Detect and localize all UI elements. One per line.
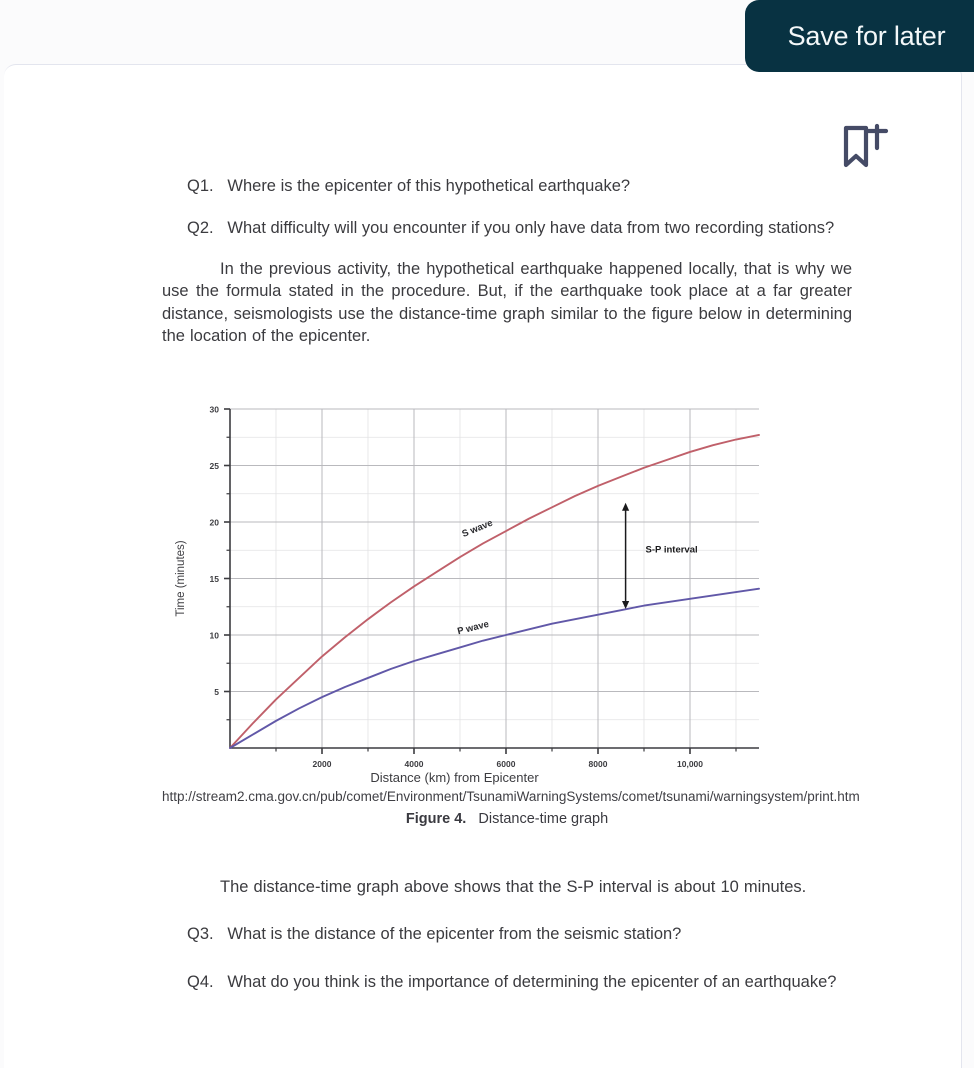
document-bottom-content xyxy=(162,876,852,1014)
figure-4 xyxy=(162,396,860,828)
figure-source-url: http://stream2.cma.gov.cn/pub/comet/Environment/TsunamiWarningSystems/comet/tsunami/warningsystem/print.htm xyxy=(162,789,860,804)
question-q1 xyxy=(162,176,852,198)
annotation-sp-interval xyxy=(622,503,698,609)
question-q2-text: What difficulty will you encounter if you only have data from two recording stations? xyxy=(227,218,835,237)
x-tick-label: 8000 xyxy=(588,759,608,769)
document-top-content xyxy=(162,176,852,348)
question-q4 xyxy=(162,972,852,994)
summary-paragraph: The distance-time graph above shows that the S-P interval is about 10 minutes. xyxy=(220,878,807,896)
x-tick-label: 4000 xyxy=(404,759,424,769)
save-for-later-label: Save for later xyxy=(787,20,946,51)
figure-caption-label: Figure 4. xyxy=(405,811,467,828)
question-q4-tag: Q4. xyxy=(187,973,214,992)
y-tick-label: 5 xyxy=(214,687,219,697)
question-q1-tag: Q1. xyxy=(187,177,214,195)
y-tick-label: 25 xyxy=(209,461,219,471)
series-line-s-wave xyxy=(230,435,759,748)
question-q2 xyxy=(162,218,852,240)
question-q3-text: What is the distance of the epicenter from the seismic station? xyxy=(227,925,682,944)
x-tick-label: 10,000 xyxy=(677,759,703,769)
y-tick-label: 30 xyxy=(209,404,219,415)
x-axis-title: Distance (km) from Epicenter xyxy=(370,770,539,785)
question-q3-tag: Q3. xyxy=(187,925,214,944)
x-tick-label: 6000 xyxy=(496,759,516,769)
bookmark-plus-icon[interactable] xyxy=(836,118,894,176)
figure-caption xyxy=(162,811,852,827)
y-tick-label: 20 xyxy=(209,517,219,528)
intro-paragraph: In the previous activity, the hypothetical earthquake happened locally, that is why we use the formula stated in the procedure. But, if the earthquake took place at a far greater distance, seismologists use the distance-time graph similar to the figure below in determining the location of the epicenter. xyxy=(162,259,852,346)
y-axis-title: Time (minutes) xyxy=(175,540,187,617)
figure-caption-text: Distance-time graph xyxy=(478,811,609,828)
question-q2-tag: Q2. xyxy=(187,218,214,237)
question-q1-text: Where is the epicenter of this hypothetical earthquake? xyxy=(227,177,631,195)
chart-svg xyxy=(162,396,782,786)
y-tick-label: 15 xyxy=(209,574,219,584)
question-q3 xyxy=(162,924,852,946)
y-tick-label: 10 xyxy=(209,630,219,641)
question-q4-text: What do you think is the importance of determining the epicenter of an earthquake? xyxy=(227,973,837,992)
distance-time-chart xyxy=(162,396,782,786)
save-for-later-button[interactable] xyxy=(745,0,974,72)
series-label-p-wave: P wave xyxy=(456,618,491,638)
series-label-s-wave: S wave xyxy=(460,517,495,540)
sp-arrow-up xyxy=(622,503,629,511)
sp-interval-label: S-P interval xyxy=(645,544,698,556)
x-tick-label: 2000 xyxy=(312,759,332,769)
